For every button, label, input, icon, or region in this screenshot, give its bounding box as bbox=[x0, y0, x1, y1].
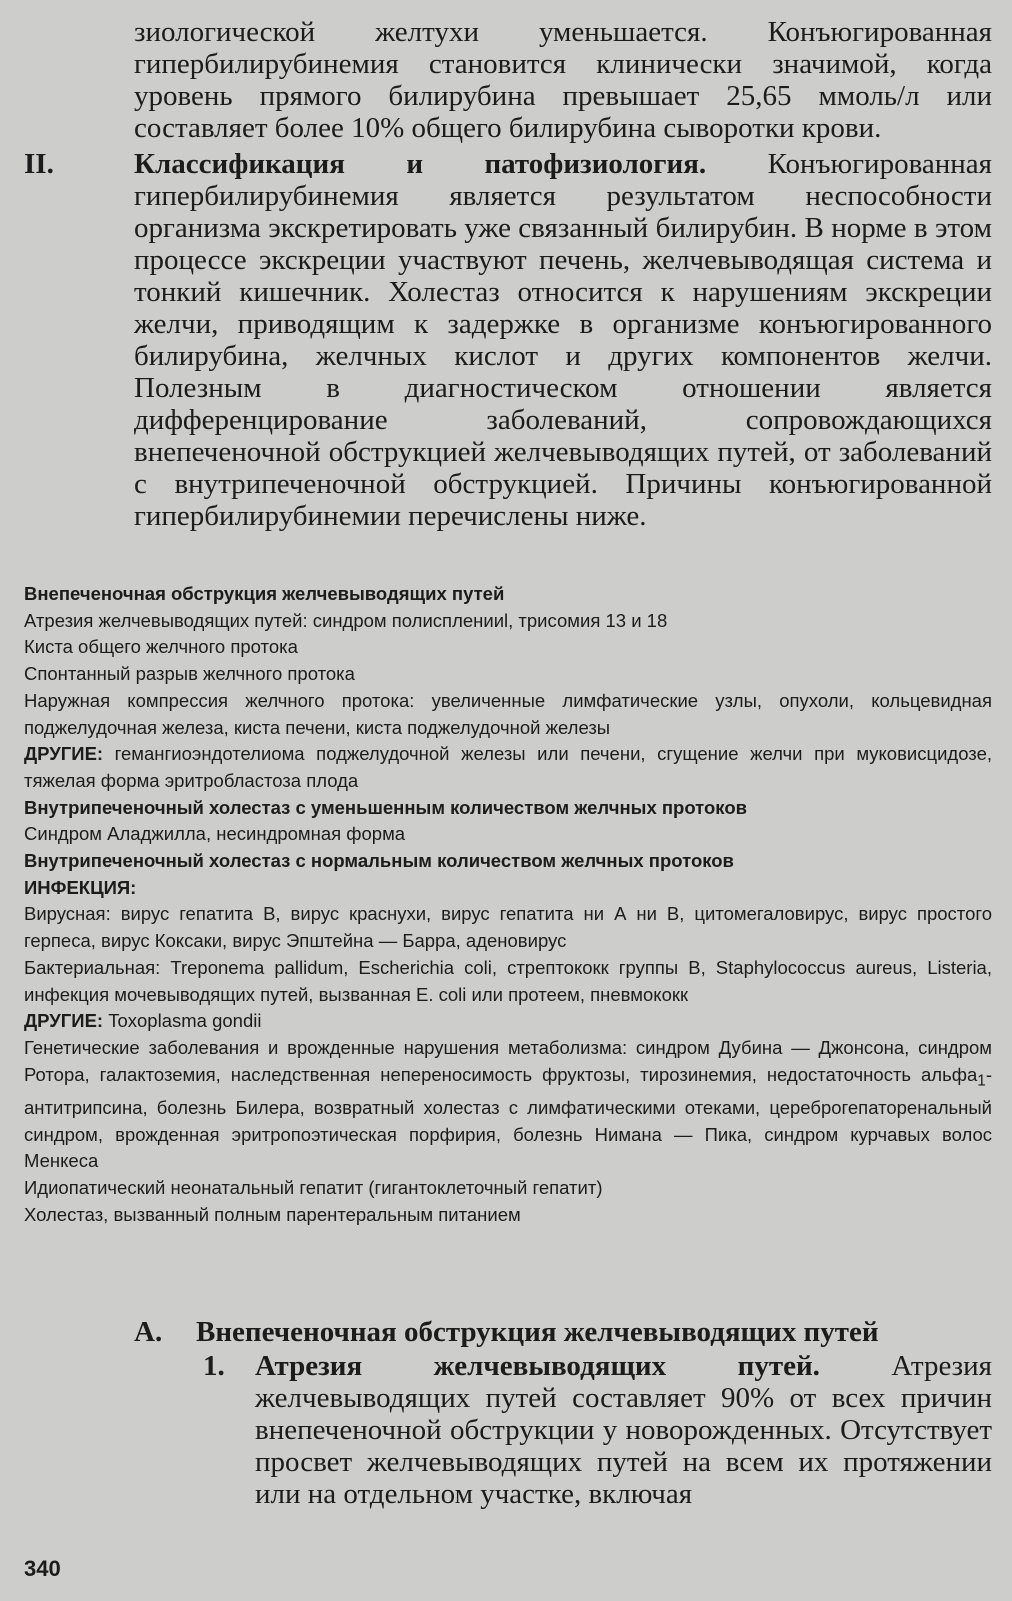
list-label: ДРУГИЕ: bbox=[24, 1010, 104, 1032]
section-number: II. bbox=[24, 148, 54, 180]
list-item: Идиопатический неонатальный гепатит (гигантоклеточный гепатит) bbox=[24, 1177, 603, 1199]
list-heading: Внутрипеченочный холестаз с нормальным количеством желчных протоков bbox=[24, 850, 734, 872]
list-text: Генетические заболевания и врожденные нарушения метаболизма: синдром Дубина — Джонсона, синдром Ротора, галактоземия, наследственная непереносимость фруктозы, тирозинемия, недостаточность альфа bbox=[24, 1036, 992, 1085]
item-text: Атрезия желчевыводящих путей составляет 90% от всех причин внепеченочной обструкции у новорожденных. Отсутствует просвет желчевыводящих путей на всем их протяжении или на отдельном участке, включая bbox=[255, 1350, 992, 1510]
list-item: Вирусная: вирус гепатита В, вирус краснухи, вирус гепатита ни А ни В, цитомегаловирус, вирус простого герпеса, вирус Коксаки, вирус Эпштейна — Барра, аденовирус bbox=[24, 903, 992, 952]
section-lead: Классификация и патофизиология. bbox=[134, 148, 707, 180]
subscript: 1 bbox=[977, 1072, 986, 1090]
list-text: Toxoplasma gondii bbox=[108, 1010, 262, 1032]
list-item: Атрезия желчевыводящих путей: синдром полиспленииl, трисомия 13 и 18 bbox=[24, 609, 668, 631]
paragraph-intro: зиологической желтухи уменьшается. Конъюгированная гипербилирубинемия становится клинически значимой, когда уровень прямого билирубина превышает 25,65 ммоль/л или составляет более 10% общего билирубина сыворотки крови. bbox=[134, 16, 992, 144]
list-item: Синдром Аладжилла, несиндромная форма bbox=[24, 823, 406, 845]
causes-list bbox=[24, 581, 992, 1229]
list-item: Киста общего желчного протока bbox=[24, 636, 298, 658]
list-heading: Внутрипеченочный холестаз с уменьшенным количеством желчных протоков bbox=[24, 796, 747, 818]
list-label: ИНФЕКЦИЯ: bbox=[24, 876, 137, 898]
list-item: Спонтанный разрыв желчного протока bbox=[24, 663, 355, 685]
section-text: Конъюгированная гипербилирубинемия является результатом неспособности организма экскретировать уже связанный билирубин. В норме в этом процессе экскреции участвуют печень, желчевыводящая система и тонкий кишечник. Холестаз относится к нарушениям экскреции желчи, приводящим к задержке в организме конъюгированного билирубина, желчных кислот и других компонентов желчи. Полезным в диагностическом отношении является дифференцирование заболеваний, сопровождающихся внепеченочной обструкцией желчевыводящих путей, от заболеваний с внутрипеченочной обструкцией. Причины конъюгированной гипербилирубинемии перечислены ниже. bbox=[134, 148, 993, 532]
item-lead: Атрезия желчевыводящих путей. bbox=[255, 1350, 820, 1382]
list-text: гемангиоэндотелиома поджелудочной железы или печени, сгущение желчи при муковисцидозе, тяжелая форма эритробластоза плода bbox=[24, 743, 993, 791]
list-item bbox=[24, 1035, 992, 1175]
list-item: Наружная компрессия желчного протока: увеличенные лимфатические узлы, опухоли, кольцевидная поджелудочная железа, киста печени, киста поджелудочной железы bbox=[24, 689, 992, 738]
list-label: ДРУГИЕ: bbox=[24, 743, 104, 765]
list-heading: Внепеченочная обструкция желчевыводящих путей bbox=[24, 583, 505, 604]
list-text: -антитрипсина, болезнь Билера, возвратный холестаз с лимфатическими отеками, цереброгепаторенальный синдром, врожденная эритропоэтическая порфирия, болезнь Нимана — Пика, синдром курчавых волос Менкеса bbox=[24, 1063, 992, 1172]
subsection-number: А. bbox=[134, 1316, 163, 1348]
paragraph-atresia bbox=[255, 1350, 992, 1510]
list-item bbox=[24, 1008, 992, 1035]
list-item bbox=[24, 741, 992, 794]
list-item: Бактериальная: Treponema pallidum, Escherichia coli, стрептококк группы В, Staphylococcus aureus, Listeria, инфекция мочевыводящих путей, вызванная Е. coli или протеем, пневмококк bbox=[24, 956, 992, 1005]
subsection-title: Внепеченочная обструкция желчевыводящих путей bbox=[196, 1316, 879, 1348]
list-item: Холестаз, вызванный полным парентеральным питанием bbox=[24, 1203, 521, 1225]
page-number: 340 bbox=[24, 1556, 61, 1581]
subsection-heading bbox=[134, 1316, 992, 1348]
item-number: 1. bbox=[203, 1350, 225, 1382]
paragraph-classification bbox=[134, 148, 992, 532]
